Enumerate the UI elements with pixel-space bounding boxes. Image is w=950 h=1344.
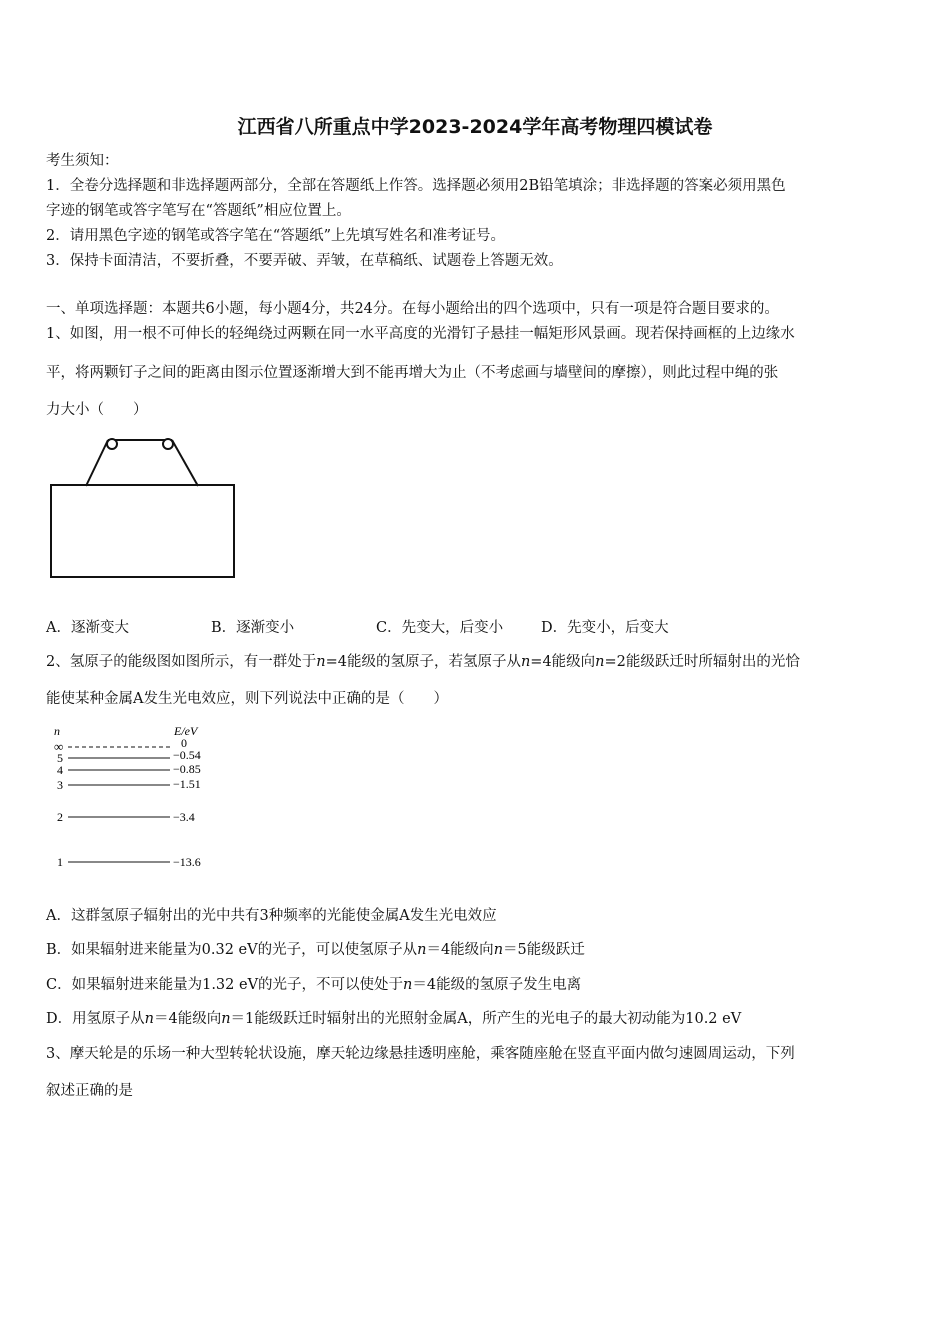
q1-text-line-3: 力大小（ ）	[46, 402, 148, 418]
notice-item-1: 1．全卷分选择题和非选择题两部分，全部在答题纸上作答。选择题必须用2B铅笔填涂；非选择题的答案必须用黑色	[46, 178, 786, 194]
level-n-3: 3	[57, 778, 63, 792]
q2-option-c: C．如果辐射进来能量为1.32 eV的光子，不可以使处于n＝4能级的氢原子发生电离	[46, 977, 582, 993]
q2-option-b: B．如果辐射进来能量为0.32 eV的光子，可以使氢原子从n＝4能级向n＝5能级跃迁	[46, 942, 585, 958]
q1-text-line-2: 平，将两颗钉子之间的距离由图示位置逐渐增大到不能再增大为止（不考虑画与墙壁间的摩擦），则此过程中绳的张	[46, 365, 779, 381]
q1-option-a: A．逐渐变大	[46, 620, 129, 636]
level-e-infinity: 0	[181, 736, 187, 750]
q3-text-line-1: 3、摩天轮是的乐场一种大型转轮状设施，摩天轮边缘悬挂透明座舱，乘客随座舱在竖直平面内做匀速圆周运动，下列	[46, 1046, 795, 1062]
section-heading: 一、单项选择题：本题共6小题，每小题4分，共24分。在每小题给出的四个选项中，只有一项是符合题目要求的。	[46, 301, 779, 317]
level-n-5: 5	[57, 751, 63, 765]
q3-text-line-2: 叙述正确的是	[46, 1083, 133, 1099]
q2-option-a: A．这群氢原子辐射出的光中共有3种频率的光能使金属A发生光电效应	[46, 908, 497, 924]
page-title: 江西省八所重点中学2023-2024学年高考物理四模试卷	[237, 116, 713, 138]
q1-option-d: D．先变小，后变大	[541, 620, 669, 636]
q2-text-line-2: 能使某种金属A发生光电效应，则下列说法中正确的是（ ）	[46, 691, 448, 707]
level-e-5: −0.54	[173, 748, 201, 762]
hydrogen-energy-level-diagram	[50, 722, 220, 872]
q1-option-c: C．先变大，后变小	[376, 620, 504, 636]
notice-item-3: 3．保持卡面清洁，不要折叠，不要弄破、弄皱，在草稿纸、试题卷上答题无效。	[46, 253, 563, 269]
notice-heading: 考生须知：	[46, 153, 119, 169]
notice-item-1-cont: 字迹的钢笔或答字笔写在“答题纸”相应位置上。	[46, 203, 351, 219]
level-e-4: −0.85	[173, 762, 201, 776]
q1-text-line-1: 1、如图，用一根不可伸长的轻绳绕过两颗在同一水平高度的光滑钉子悬挂一幅矩形风景画。现若保持画框的上边缘水	[46, 326, 795, 342]
level-n-1: 1	[57, 855, 63, 869]
level-e-2: −3.4	[173, 810, 195, 824]
q1-option-b: B．逐渐变小	[211, 620, 295, 636]
level-n-infinity: ∞	[54, 739, 64, 754]
level-n-2: 2	[57, 810, 63, 824]
level-e-1: −13.6	[173, 855, 201, 869]
q2-option-d: D．用氢原子从n＝4能级向n＝1能级跃迁时辐射出的光照射金属A，所产生的光电子的最大初动能为10.2 eV	[46, 1011, 742, 1027]
q1-picture-frame-diagram	[46, 430, 246, 582]
level-n-4: 4	[57, 763, 63, 777]
diagram-n-label: n	[54, 724, 60, 738]
q2-text-line-1: 2、氢原子的能级图如图所示，有一群处于n=4能级的氢原子，若氢原子从n=4能级向n=2能级跃迁时所辐射出的光恰	[46, 654, 800, 670]
level-e-3: −1.51	[173, 777, 201, 791]
notice-item-2: 2．请用黑色字迹的钢笔或答字笔在“答题纸”上先填写姓名和准考证号。	[46, 228, 506, 244]
diagram-e-label: E/eV	[174, 724, 198, 738]
